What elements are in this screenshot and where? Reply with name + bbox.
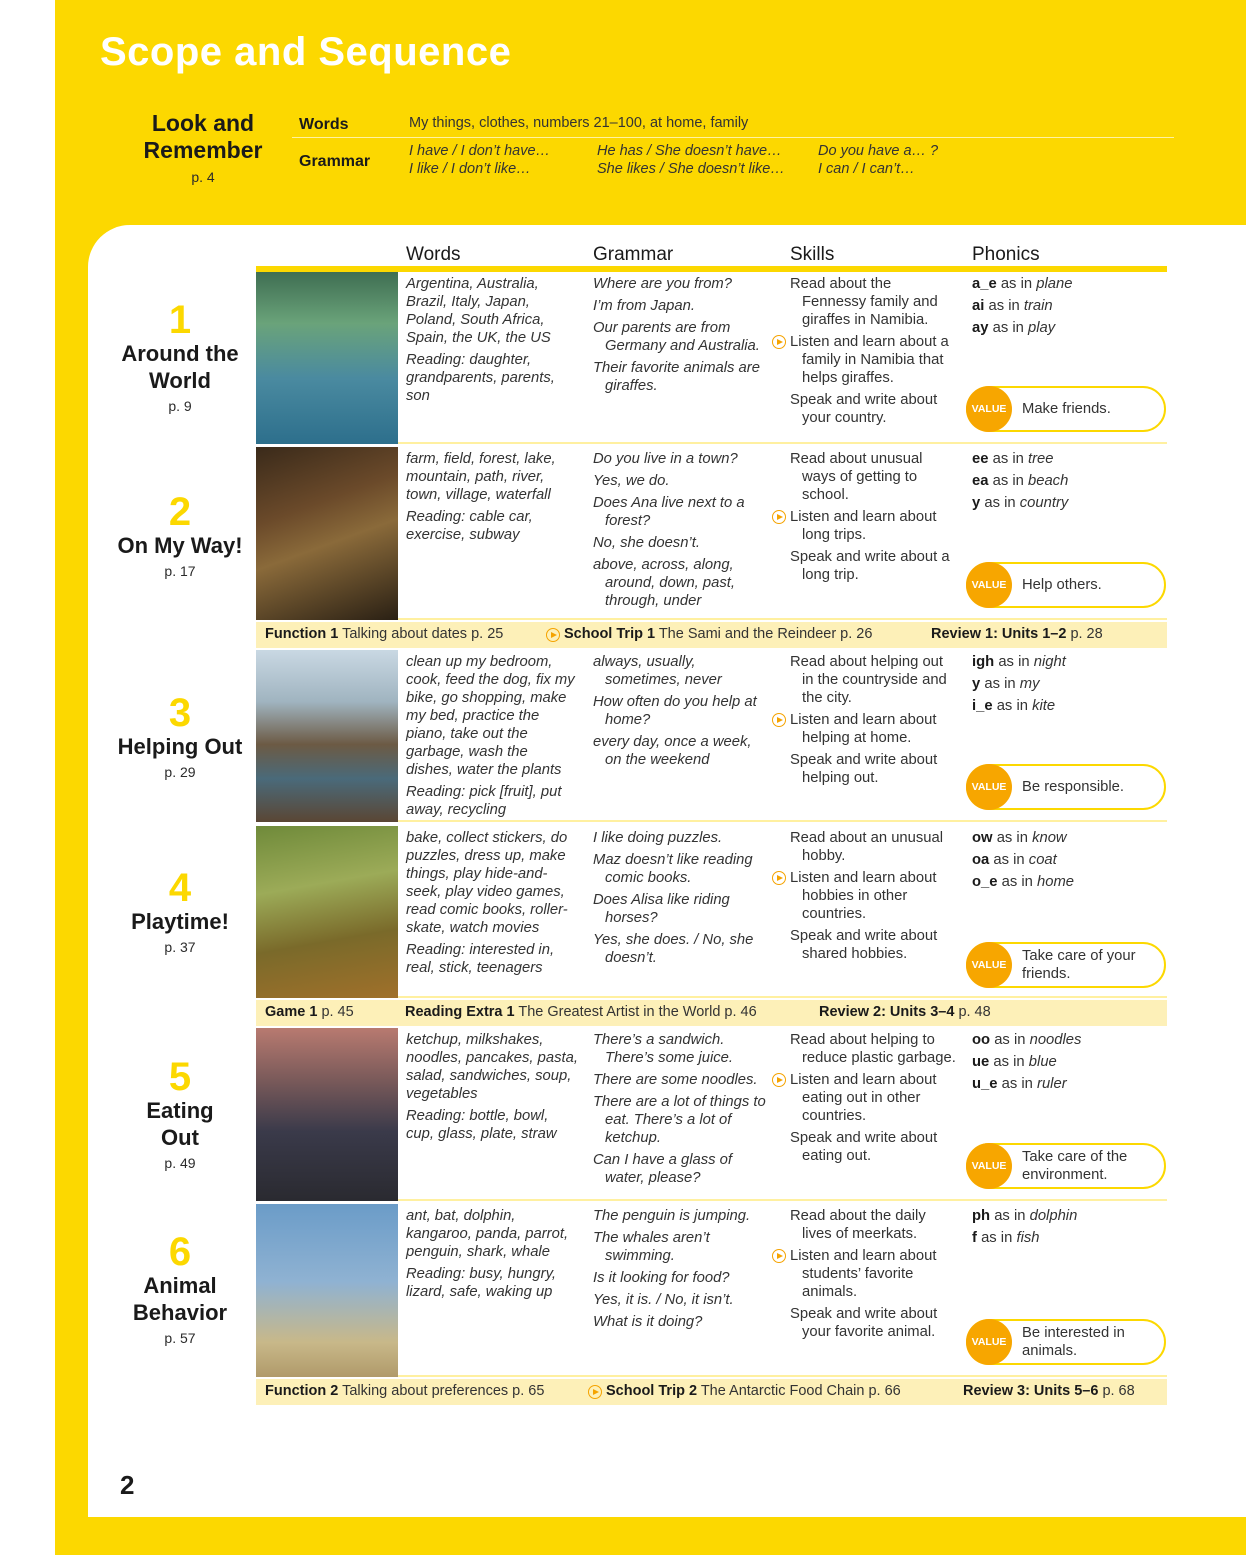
value-text: Be interested in animals.: [1022, 1325, 1125, 1359]
phonics-pattern: ue: [972, 1054, 990, 1070]
unit-title-block: [106, 693, 254, 780]
look-grammar-label: Grammar: [299, 153, 371, 170]
look-grammar-3: [818, 142, 938, 178]
phonics-example: home: [1037, 874, 1075, 890]
grammar-line: She likes / She doesn’t like…: [597, 161, 785, 177]
value-icon: VALUE: [966, 764, 1012, 810]
grammar-item: What is it doing?: [593, 1314, 703, 1330]
skill-listen-text: Listen and learn about long trips.: [790, 509, 937, 543]
phonics-as-in: as in: [992, 451, 1024, 467]
look-grammar-2: [597, 142, 785, 178]
grammar-item: Our parents are from Germany and Australia.: [593, 320, 760, 354]
skill-listen-text: Listen and learn about eating out in other countries.: [790, 1072, 937, 1124]
phonics-as-in: as in: [992, 320, 1024, 336]
col-header-phonics: Phonics: [972, 244, 1040, 265]
grammar-item: The whales aren’t swimming.: [593, 1230, 710, 1264]
phonics-example: dolphin: [1029, 1208, 1078, 1224]
phonics-as-in: as in: [994, 1032, 1026, 1048]
phonics-pattern: ee: [972, 451, 989, 467]
skill-read: Read about an unusual hobby.: [790, 830, 944, 864]
phonics-as-in: as in: [996, 698, 1028, 714]
unit-photo: [256, 272, 398, 444]
unit-grammar: [593, 450, 768, 614]
unit-page: p. 49: [164, 1155, 196, 1171]
unit-number: 5: [168, 1055, 192, 1099]
phonics-pattern: ph: [972, 1208, 991, 1224]
look-grammar-1: [409, 142, 550, 178]
grammar-line: I have / I don’t have…: [409, 143, 551, 159]
grammar-item: Is it looking for food?: [593, 1270, 730, 1286]
page-title: Scope and Sequence: [100, 30, 512, 74]
unit-title-block: [106, 868, 254, 955]
unit-phonics: [972, 653, 1162, 719]
unit-words: [406, 1207, 578, 1305]
unit-number: 2: [168, 490, 192, 534]
skill-listen: [790, 869, 958, 923]
phonics-item: [972, 472, 1162, 490]
audio-play-icon[interactable]: [772, 335, 786, 349]
unit-page: p. 57: [164, 1330, 196, 1346]
phonics-as-in: as in: [1001, 874, 1033, 890]
audio-play-icon[interactable]: [772, 510, 786, 524]
unit-title-line2: Behavior: [132, 1300, 228, 1325]
unit-grammar: [593, 1031, 768, 1191]
unit-title-line1: On My Way!: [117, 533, 243, 558]
strip-text: The Antarctic Food Chain p. 66: [700, 1383, 901, 1399]
value-text: Help others.: [1022, 577, 1102, 593]
unit-title-block: [106, 1057, 254, 1171]
phonics-item: [972, 1053, 1162, 1071]
phonics-pattern: y: [972, 676, 981, 692]
unit-page: p. 37: [164, 939, 196, 955]
phonics-item: [972, 1075, 1162, 1093]
look-and-remember-heading: [118, 110, 288, 185]
phonics-as-in: as in: [994, 1208, 1026, 1224]
phonics-as-in: as in: [981, 1230, 1013, 1246]
grammar-item: I like doing puzzles.: [593, 830, 723, 846]
skill-listen: [790, 1071, 958, 1125]
extras-strip-2: [256, 1000, 1167, 1026]
value-text: Make friends.: [1022, 401, 1111, 417]
unit-photo: [256, 826, 398, 998]
play-icon: [588, 1385, 602, 1399]
skill-listen-text: Listen and learn about hobbies in other countries.: [790, 870, 937, 922]
reading-words: Reading: cable car, exercise, subway: [406, 509, 533, 543]
unit-words: [406, 450, 578, 548]
phonics-as-in: as in: [993, 1054, 1025, 1070]
unit-title-line1: Helping Out: [117, 734, 243, 759]
grammar-item: No, she doesn’t.: [593, 535, 700, 551]
skill-read: Read about helping to reduce plastic garbage.: [790, 1032, 956, 1066]
look-words: My things, clothes, numbers 21–100, at home, family: [409, 115, 749, 131]
words-list: bake, collect stickers, do puzzles, dress up, make things, play hide-and-seek, play video games, read comic books, roller-skate, watch movies: [406, 830, 568, 936]
phonics-item: [972, 319, 1162, 337]
unit-title-line1: Around the: [121, 341, 239, 366]
grammar-item: Maz doesn’t like reading comic books.: [593, 852, 753, 886]
phonics-pattern: oa: [972, 852, 990, 868]
phonics-as-in: as in: [1000, 276, 1033, 292]
value-text: Take care of your friends.: [1022, 948, 1136, 982]
phonics-pattern: y: [972, 495, 981, 511]
unit-photo: [256, 1028, 398, 1201]
grammar-line: Do you have a… ?: [818, 143, 939, 159]
strip-label: Function 1: [265, 626, 339, 642]
row-divider: [398, 442, 1167, 444]
strip-text: p. 68: [1102, 1383, 1135, 1399]
unit-skills: [790, 1207, 958, 1345]
strip-text: The Sami and the Reindeer p. 26: [658, 626, 873, 642]
look-title-line2: Remember: [143, 137, 263, 163]
reading-words: Reading: pick [fruit], put away, recycling: [406, 784, 562, 818]
unit-grammar: [593, 829, 768, 971]
phonics-example: my: [1019, 676, 1040, 692]
skill-read: Read about helping out in the countryside and the city.: [790, 654, 947, 706]
page-number: 2: [120, 1470, 135, 1500]
skill-speak: Speak and write about eating out.: [790, 1130, 938, 1164]
unit-phonics: [972, 829, 1162, 895]
skill-speak: Speak and write about shared hobbies.: [790, 928, 938, 962]
phonics-item: [972, 653, 1162, 671]
words-list: clean up my bedroom, cook, feed the dog, fix my bike, go shopping, make my bed, practice the piano, take out the garbage, wash the dishes, water the plants: [406, 654, 575, 778]
skill-listen: [790, 508, 958, 544]
unit-words: [406, 653, 578, 823]
unit-number: 6: [168, 1230, 192, 1274]
col-header-words: Words: [406, 244, 461, 265]
grammar-item: Yes, it is. / No, it isn’t.: [593, 1292, 734, 1308]
strip-label: School Trip 2: [606, 1383, 698, 1399]
divider: [292, 137, 1174, 138]
audio-play-icon[interactable]: [772, 713, 786, 727]
reading-words: Reading: busy, hungry, lizard, safe, waking up: [406, 1266, 556, 1300]
phonics-example: fish: [1016, 1230, 1040, 1246]
row-divider: [398, 820, 1167, 822]
unit-title-line1: Eating: [146, 1098, 214, 1123]
phonics-pattern: ea: [972, 473, 989, 489]
phonics-example: blue: [1028, 1054, 1057, 1070]
extras-strip-3: [256, 1379, 1167, 1405]
grammar-item: every day, once a week, on the weekend: [593, 734, 752, 768]
grammar-item: There are some noodles.: [593, 1072, 758, 1088]
phonics-item: [972, 450, 1162, 468]
unit-skills: [790, 450, 958, 588]
unit-title-line2: Out: [161, 1125, 199, 1150]
grammar-item: I’m from Japan.: [593, 298, 695, 314]
strip-text: The Greatest Artist in the World p. 46: [518, 1004, 757, 1020]
skill-speak: Speak and write about a long trip.: [790, 549, 950, 583]
unit-words: [406, 829, 578, 981]
value-badge: [966, 386, 1166, 432]
skill-listen-text: Listen and learn about a family in Namibia that helps giraffes.: [790, 334, 949, 386]
phonics-example: plane: [1036, 276, 1073, 292]
phonics-example: know: [1032, 830, 1067, 846]
grammar-item: There are a lot of things to eat. There’s a lot of ketchup.: [593, 1094, 766, 1146]
words-list: farm, field, forest, lake, mountain, path, river, town, village, waterfall: [406, 451, 556, 503]
strip-label: Review 1: Units 1–2: [931, 626, 1067, 642]
phonics-item: [972, 851, 1162, 869]
phonics-item: [972, 829, 1162, 847]
phonics-pattern: f: [972, 1230, 977, 1246]
words-list: Argentina, Australia, Brazil, Italy, Japan, Poland, South Africa, Spain, the UK, the US: [406, 276, 551, 346]
words-list: ant, bat, dolphin, kangaroo, panda, parrot, penguin, shark, whale: [406, 1208, 569, 1260]
value-badge: [966, 1143, 1166, 1189]
phonics-as-in: as in: [984, 495, 1016, 511]
unit-skills: [790, 275, 958, 431]
reading-words: Reading: interested in, real, stick, teenagers: [406, 942, 555, 976]
value-badge: [966, 562, 1166, 608]
phonics-example: country: [1019, 495, 1069, 511]
strip-text: p. 28: [1070, 626, 1103, 642]
unit-grammar: [593, 653, 768, 773]
phonics-example: beach: [1027, 473, 1069, 489]
phonics-item: [972, 697, 1162, 715]
unit-phonics: [972, 450, 1162, 516]
unit-skills: [790, 653, 958, 791]
audio-play-icon[interactable]: [772, 1073, 786, 1087]
grammar-item: above, across, along, around, down, past, through, under: [593, 557, 735, 609]
grammar-item: Yes, we do.: [593, 473, 670, 489]
skill-listen-text: Listen and learn about students’ favorite animals.: [790, 1248, 937, 1300]
phonics-item: [972, 675, 1162, 693]
phonics-as-in: as in: [1001, 1076, 1033, 1092]
phonics-pattern: ay: [972, 320, 989, 336]
unit-words: [406, 275, 578, 409]
value-badge: [966, 942, 1166, 988]
unit-number: 3: [168, 691, 192, 735]
unit-number: 1: [168, 298, 192, 342]
phonics-example: tree: [1027, 451, 1054, 467]
strip-label: Review 3: Units 5–6: [963, 1383, 1099, 1399]
unit-title-line2: World: [149, 368, 211, 393]
unit-title-line1: Animal: [143, 1273, 217, 1298]
row-divider: [398, 618, 1167, 620]
phonics-pattern: o_e: [972, 874, 998, 890]
skill-speak: Speak and write about your country.: [790, 392, 938, 426]
audio-play-icon[interactable]: [772, 1249, 786, 1263]
phonics-item: [972, 275, 1162, 293]
phonics-example: kite: [1032, 698, 1056, 714]
reading-words: Reading: bottle, bowl, cup, glass, plate, straw: [406, 1108, 557, 1142]
grammar-item: Can I have a glass of water, please?: [593, 1152, 733, 1186]
phonics-example: play: [1027, 320, 1056, 336]
extras-strip-1: [256, 622, 1167, 648]
unit-number: 4: [168, 866, 192, 910]
phonics-example: train: [1023, 298, 1053, 314]
strip-label: Game 1: [265, 1004, 318, 1020]
unit-page: p. 17: [164, 563, 196, 579]
unit-page: p. 29: [164, 764, 196, 780]
unit-title-block: [106, 1232, 254, 1346]
phonics-example: coat: [1028, 852, 1057, 868]
skill-listen: [790, 1247, 958, 1301]
phonics-example: noodles: [1029, 1032, 1082, 1048]
value-badge: [966, 1319, 1166, 1365]
phonics-as-in: as in: [998, 654, 1030, 670]
phonics-pattern: igh: [972, 654, 995, 670]
skill-read: Read about unusual ways of getting to school.: [790, 451, 923, 503]
strip-label: School Trip 1: [564, 626, 656, 642]
look-title-line1: Look and: [151, 110, 255, 136]
value-badge: [966, 764, 1166, 810]
strip-text: p. 45: [321, 1004, 354, 1020]
unit-phonics: [972, 275, 1162, 341]
phonics-as-in: as in: [993, 852, 1025, 868]
unit-title-line1: Playtime!: [131, 909, 229, 934]
unit-title-block: [106, 492, 254, 579]
col-header-skills: Skills: [790, 244, 835, 265]
col-header-grammar: Grammar: [593, 244, 674, 265]
phonics-as-in: as in: [988, 298, 1020, 314]
unit-grammar: [593, 1207, 768, 1335]
row-divider: [398, 1375, 1167, 1377]
phonics-item: [972, 1031, 1162, 1049]
unit-skills: [790, 829, 958, 967]
phonics-item: [972, 873, 1162, 891]
value-icon: VALUE: [966, 942, 1012, 988]
grammar-item: always, usually, sometimes, never: [593, 654, 722, 688]
grammar-item: There’s a sandwich. There’s some juice.: [593, 1032, 734, 1066]
play-icon: [546, 628, 560, 642]
unit-title-block: [106, 300, 254, 414]
strip-text: Talking about dates p. 25: [342, 626, 504, 642]
phonics-example: ruler: [1037, 1076, 1067, 1092]
phonics-as-in: as in: [996, 830, 1028, 846]
skill-listen: [790, 333, 958, 387]
phonics-pattern: ai: [972, 298, 985, 314]
skill-speak: Speak and write about your favorite animal.: [790, 1306, 938, 1340]
grammar-item: Does Alisa like riding horses?: [593, 892, 730, 926]
phonics-item: [972, 494, 1162, 512]
strip-text: Talking about preferences p. 65: [342, 1383, 545, 1399]
unit-skills: [790, 1031, 958, 1169]
skill-read: Read about the Fennessy family and giraffes in Namibia.: [790, 276, 938, 328]
audio-play-icon[interactable]: [772, 871, 786, 885]
unit-photo: [256, 650, 398, 822]
phonics-pattern: oo: [972, 1032, 991, 1048]
phonics-pattern: u_e: [972, 1076, 998, 1092]
phonics-item: [972, 297, 1162, 315]
value-icon: VALUE: [966, 386, 1012, 432]
phonics-as-in: as in: [992, 473, 1024, 489]
grammar-item: Do you live in a town?: [593, 451, 738, 467]
grammar-item: Their favorite animals are giraffes.: [593, 360, 760, 394]
value-text: Be responsible.: [1022, 779, 1124, 795]
grammar-line: He has / She doesn’t have…: [597, 143, 782, 159]
phonics-example: night: [1033, 654, 1066, 670]
phonics-pattern: i_e: [972, 698, 993, 714]
value-icon: VALUE: [966, 1143, 1012, 1189]
grammar-line: I can / I can’t…: [818, 161, 915, 177]
unit-phonics: [972, 1031, 1162, 1097]
look-page: p. 4: [191, 169, 215, 185]
value-icon: VALUE: [966, 1319, 1012, 1365]
reading-words: Reading: daughter, grandparents, parents, son: [406, 352, 555, 404]
phonics-as-in: as in: [984, 676, 1016, 692]
grammar-line: I like / I don’t like…: [409, 161, 531, 177]
grammar-item: Yes, she does. / No, she doesn’t.: [593, 932, 754, 966]
value-text: Take care of the environment.: [1022, 1149, 1128, 1183]
strip-label: Function 2: [265, 1383, 339, 1399]
phonics-pattern: ow: [972, 830, 993, 846]
unit-page: p. 9: [168, 398, 192, 414]
unit-words: [406, 1031, 578, 1147]
strip-label: Review 2: Units 3–4: [819, 1004, 955, 1020]
skill-speak: Speak and write about helping out.: [790, 752, 938, 786]
unit-photo: [256, 447, 398, 620]
row-divider: [398, 1199, 1167, 1201]
skill-listen-text: Listen and learn about helping at home.: [790, 712, 937, 746]
unit-photo: [256, 1204, 398, 1377]
phonics-item: [972, 1229, 1162, 1247]
grammar-item: The penguin is jumping.: [593, 1208, 751, 1224]
unit-grammar: [593, 275, 768, 399]
skill-listen: [790, 711, 958, 747]
grammar-item: Does Ana live next to a forest?: [593, 495, 745, 529]
row-divider: [398, 996, 1167, 998]
grammar-item: Where are you from?: [593, 276, 732, 292]
words-list: ketchup, milkshakes, noodles, pancakes, pasta, salad, sandwiches, soup, vegetables: [406, 1032, 578, 1102]
phonics-item: [972, 1207, 1162, 1225]
unit-phonics: [972, 1207, 1162, 1251]
strip-label: Reading Extra 1: [405, 1004, 515, 1020]
strip-text: p. 48: [958, 1004, 991, 1020]
phonics-pattern: a_e: [972, 276, 997, 292]
grammar-item: How often do you help at home?: [593, 694, 757, 728]
look-words-label: Words: [299, 116, 349, 133]
skill-read: Read about the daily lives of meerkats.: [790, 1208, 926, 1242]
value-icon: VALUE: [966, 562, 1012, 608]
